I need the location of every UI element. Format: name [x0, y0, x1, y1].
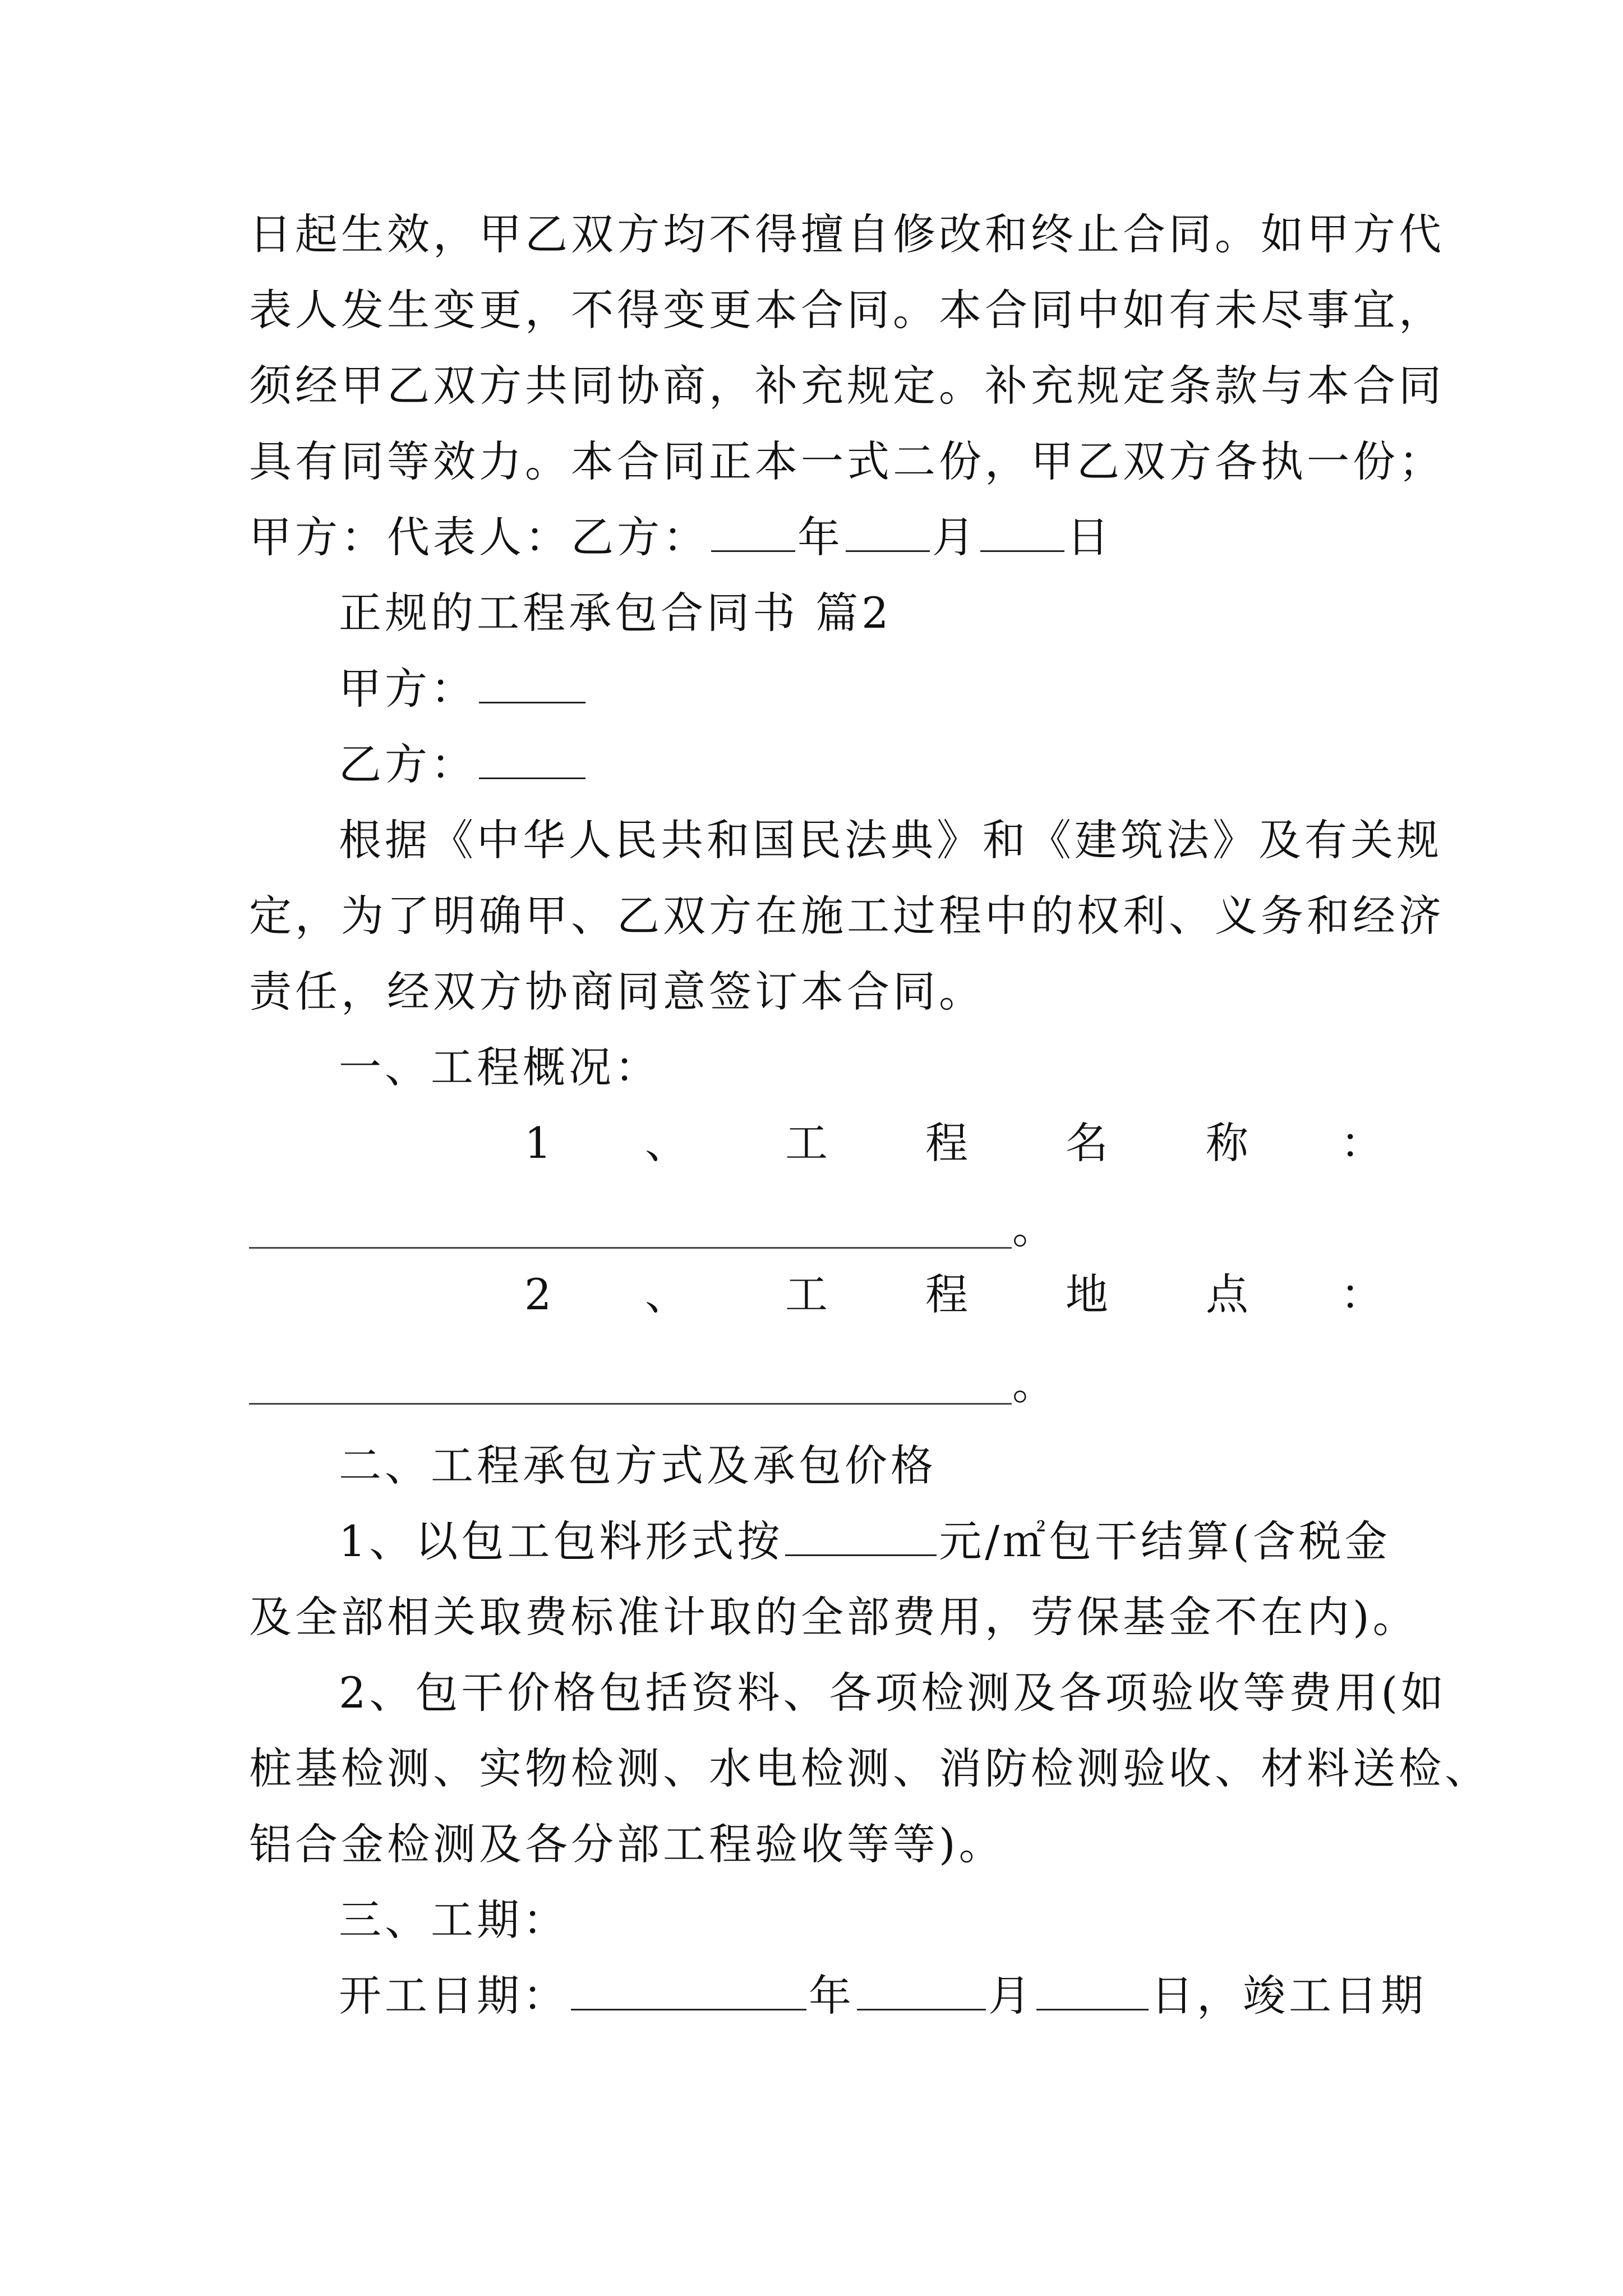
paragraph-line: 铝合金检测及各分部工程验收等等)。	[249, 1819, 1005, 1869]
item-char: 点	[1206, 1269, 1248, 1319]
signature-parties: 甲方：代表人：乙方：	[249, 512, 709, 562]
item-char: ：	[1340, 1118, 1383, 1168]
item-number: 2	[524, 1269, 552, 1319]
project-name-blank	[249, 1246, 1012, 1249]
paragraph-line: 日起生效，甲乙双方均不得擅自修改和终止合同。如甲方代	[249, 209, 1445, 259]
start-date-line	[339, 1968, 1427, 2024]
paragraph-line: 责任，经双方协商同意签订本合同。	[249, 967, 985, 1016]
section-heading: 一、工程概况：	[339, 1042, 661, 1092]
item-char: 工	[785, 1118, 828, 1168]
item-char: 名	[1066, 1118, 1108, 1168]
party-b-label: 乙方：	[339, 739, 477, 789]
paragraph-line: 根据《中华人民共和国民法典》和《建筑法》及有关规	[339, 815, 1442, 865]
period: 。	[1012, 1203, 1055, 1253]
party-a-line	[339, 661, 1382, 717]
item-char: ：	[1340, 1269, 1383, 1319]
price-text-b: 元/㎡包干结算(含税金	[939, 1516, 1391, 1566]
item-char: 程	[925, 1118, 968, 1168]
day-completion-label: 日，竣工日期	[1151, 1971, 1427, 2021]
paragraph-line: 桩基检测、实物检测、水电检测、消防检测验收、材料送检、	[249, 1743, 1491, 1793]
year-blank	[711, 510, 795, 552]
party-a-blank	[479, 661, 585, 703]
year-label: 年	[797, 512, 843, 562]
item-char: 、	[645, 1118, 688, 1168]
section-heading: 三、工期：	[339, 1895, 569, 1945]
start-day-blank	[1036, 1968, 1149, 2010]
item-char: 工	[785, 1269, 828, 1319]
start-month-blank	[857, 1968, 986, 2010]
price-text-a: 1、以包工包料形式按	[339, 1516, 783, 1566]
month-label: 月	[988, 1971, 1034, 2021]
party-b-line	[339, 737, 1382, 793]
paragraph-line: 表人发生变更，不得变更本合同。本合同中如有未尽事宜，	[249, 285, 1445, 335]
paragraph-line: 具有同等效力。本合同正本一式二份，甲乙双方各执一份；	[249, 436, 1445, 486]
section-title: 正规的工程承包合同书 篇2	[339, 588, 892, 638]
item-char: 程	[925, 1269, 968, 1319]
month-label: 月	[932, 512, 978, 562]
start-date-label: 开工日期：	[339, 1971, 569, 2021]
month-blank	[846, 510, 930, 552]
project-location-blank	[249, 1402, 1012, 1405]
year-label: 年	[809, 1971, 855, 2021]
paragraph-line: 及全部相关取费标准计取的全部费用，劳保基金不在内)。	[249, 1592, 1419, 1642]
period: 。	[1012, 1359, 1055, 1409]
section-heading: 二、工程承包方式及承包价格	[339, 1441, 937, 1490]
start-year-blank	[571, 1968, 806, 2010]
paragraph-line: 2、包干价格包括资料、各项检测及各项验收等费用(如	[339, 1668, 1447, 1718]
day-blank	[980, 510, 1064, 552]
item-char: 地	[1066, 1269, 1108, 1319]
day-label: 日	[1067, 512, 1113, 562]
item-char: 、	[645, 1269, 688, 1319]
party-a-label: 甲方：	[339, 664, 477, 714]
item-number: 1	[524, 1118, 552, 1168]
paragraph-line: 定，为了明确甲、乙双方在施工过程中的权利、义务和经济	[249, 891, 1445, 941]
party-b-blank	[479, 737, 585, 779]
item-char: 称	[1206, 1118, 1248, 1168]
signature-date-line	[249, 509, 1382, 565]
price-blank	[785, 1514, 937, 1556]
paragraph-line: 须经甲乙双方共同协商，补充规定。补充规定条款与本合同	[249, 361, 1445, 411]
price-line	[339, 1513, 1391, 1570]
